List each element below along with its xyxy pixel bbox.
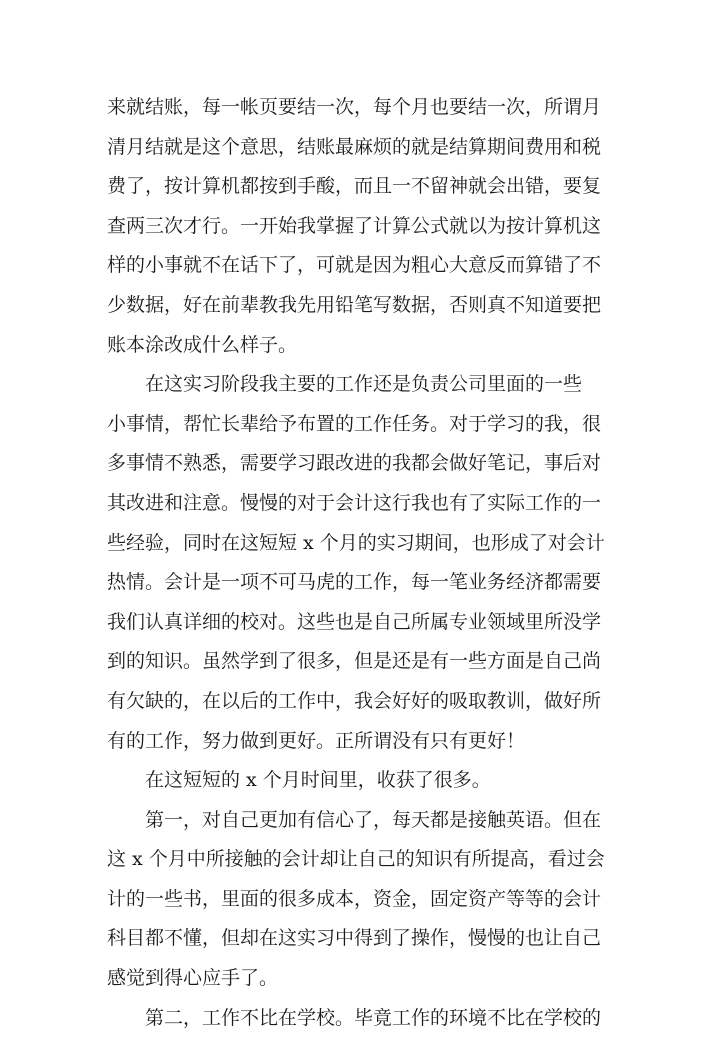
text-line: 在这短短的 x 个月时间里，收获了很多。 <box>145 769 491 792</box>
text-line: 第二，工作不比在学校。毕竟工作的环境不比在学校的 <box>145 1006 602 1029</box>
text-line: 有的工作，努力做到更好。正所谓没有只有更好！ <box>107 729 526 752</box>
document-body <box>107 88 613 1038</box>
text-line: 科目都不懂，但却在这实习中得到了操作，慢慢的也让自己 <box>107 927 602 950</box>
text-line: 有欠缺的，在以后的工作中，我会好好的吸取教训，做好所 <box>107 689 602 712</box>
text-line: 第一，对自己更加有信心了，每天都是接触英语。但在 <box>145 808 602 831</box>
text-line: 账本涂改成什么样子。 <box>107 333 298 356</box>
text-line: 我们认真详细的校对。这些也是自己所属专业领域里所没学 <box>107 610 602 633</box>
text-line: 在这实习阶段我主要的工作还是负责公司里面的一些 <box>145 373 583 396</box>
text-line: 查两三次才行。一开始我掌握了计算公式就以为按计算机这 <box>107 214 602 237</box>
paragraph-3 <box>107 761 613 801</box>
paragraph-5 <box>107 999 613 1038</box>
text-line: 这 x 个月中所接触的会计却让自己的知识有所提高，看过会 <box>107 848 605 871</box>
text-line: 费了，按计算机都按到手酸，而且一不留神就会出错，要复 <box>107 175 602 198</box>
text-line: 计的一些书，里面的很多成本，资金，固定资产等等的会计 <box>107 887 602 910</box>
text-line: 感觉到得心应手了。 <box>107 967 279 990</box>
text-line: 其改进和注意。慢慢的对于会计这行我也有了实际工作的一 <box>107 491 602 514</box>
paragraph-4 <box>107 801 613 999</box>
text-line: 多事情不熟悉，需要学习跟改进的我都会做好笔记，事后对 <box>107 452 602 475</box>
text-line: 样的小事就不在话下了，可就是因为粗心大意反而算错了不 <box>107 254 602 277</box>
text-line: 少数据，好在前辈教我先用铅笔写数据，否则真不知道要把 <box>107 293 602 316</box>
text-line: 到的知识。虽然学到了很多，但是还是有一些方面是自己尚 <box>107 650 602 673</box>
paragraph-1 <box>107 88 613 365</box>
text-line: 清月结就是这个意思，结账最麻烦的就是结算期间费用和税 <box>107 135 602 158</box>
text-line: 来就结账，每一帐页要结一次，每个月也要结一次，所谓月 <box>107 96 602 118</box>
text-line: 热情。会计是一项不可马虎的工作，每一笔业务经济都需要 <box>107 571 602 594</box>
text-line: 小事情，帮忙长辈给予布置的工作任务。对于学习的我，很 <box>107 412 602 435</box>
text-line: 些经验，同时在这短短 x 个月的实习期间，也形成了对会计 <box>107 531 605 554</box>
paragraph-2 <box>107 365 613 761</box>
